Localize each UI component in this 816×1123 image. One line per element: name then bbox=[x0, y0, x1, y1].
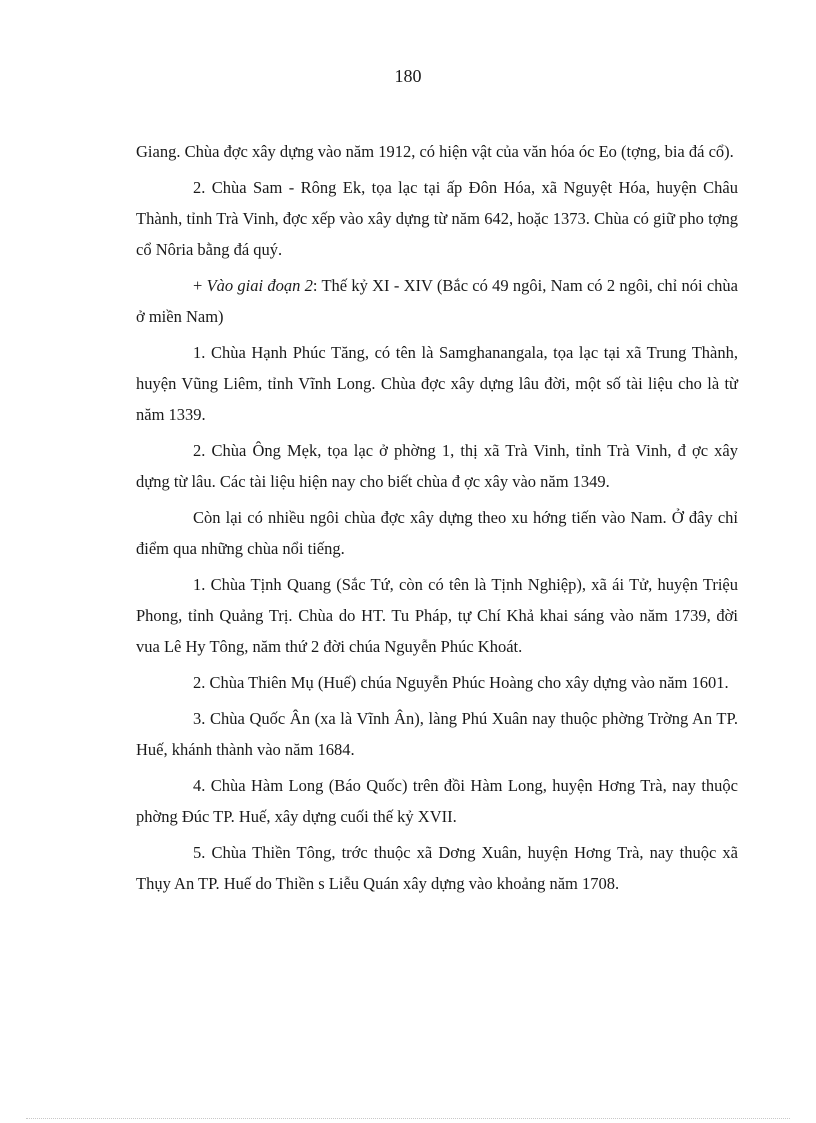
paragraph-ong-mek: 2. Chùa Ông Mẹk, tọa lạc ở phờng 1, thị xã Trà Vinh, tỉnh Trà Vinh, đ ợc xây dựng từ lâu. Các tài liệu hiện nay cho biết chùa đ ợc xây vào năm 1349. bbox=[136, 441, 738, 491]
paragraph-hanh-phuc-tang: 1. Chùa Hạnh Phúc Tăng, có tên là Samghanangala, tọa lạc tại xã Trung Thành, huyện Vũng Liêm, tỉnh Vĩnh Long. Chùa đợc xây dựng lâu đời, một số tài liệu cho là từ năm 1339. bbox=[136, 343, 738, 424]
bottom-dotted-rule bbox=[26, 1118, 790, 1119]
page-body bbox=[136, 136, 738, 904]
paragraph-sam-rong-ek: 2. Chùa Sam - Rông Ek, tọa lạc tại ấp Đôn Hóa, xã Nguyệt Hóa, huyện Châu Thành, tỉnh Trà Vinh, đợc xếp vào xây dựng từ năm 642, hoặc 1373. Chùa có giữ pho tợng cổ Nôria bằng đá quý. bbox=[136, 178, 738, 259]
paragraph-tinh-quang: 1. Chùa Tịnh Quang (Sắc Tứ, còn có tên là Tịnh Nghiệp), xã ái Tử, huyện Triệu Phong, tỉnh Quảng Trị. Chùa do HT. Tu Pháp, tự Chí Khả khai sáng vào năm 1739, đời vua Lê Hy Tông, năm thứ 2 đời chúa Nguyễn Phúc Khoát. bbox=[136, 575, 738, 656]
period-2-lead: + bbox=[193, 276, 207, 295]
paragraph-thien-tong: 5. Chùa Thiền Tông, trớc thuộc xã Dơng Xuân, huyện Hơng Trà, nay thuộc xã Thụy An TP. Huế do Thiền s Liễu Quán xây dựng vào khoảng năm 1708. bbox=[136, 843, 738, 893]
paragraph-ham-long: 4. Chùa Hàm Long (Báo Quốc) trên đồi Hàm Long, huyện Hơng Trà, nay thuộc phờng Đúc TP. Huế, xây dựng cuối thế kỷ XVII. bbox=[136, 776, 738, 826]
paragraph-thien-mu: 2. Chùa Thiên Mụ (Huế) chúa Nguyễn Phúc Hoàng cho xây dựng vào năm 1601. bbox=[193, 673, 729, 692]
period-2-heading: Vào giai đoạn 2 bbox=[206, 276, 313, 295]
paragraph-period-2 bbox=[136, 270, 738, 332]
paragraph-continuation: Giang. Chùa đợc xây dựng vào năm 1912, có hiện vật của văn hóa óc Eo (tợng, bia đá cổ). bbox=[136, 142, 734, 161]
paragraph-remaining-pagodas: Còn lại có nhiều ngôi chùa đợc xây dựng theo xu hớng tiến vào Nam. Ở đây chỉ điểm qua những chùa nổi tiếng. bbox=[136, 508, 738, 558]
page-number: 180 bbox=[394, 66, 422, 86]
paragraph-quoc-an: 3. Chùa Quốc Ân (xa là Vĩnh Ân), làng Phú Xuân nay thuộc phờng Trờng An TP. Huế, khánh thành vào năm 1684. bbox=[136, 709, 738, 759]
period-2-description: : Thế kỷ XI - XIV (Bắc có 49 ngôi, Nam có 2 ngôi, chỉ nói chùa ở miền Nam) bbox=[136, 276, 738, 326]
